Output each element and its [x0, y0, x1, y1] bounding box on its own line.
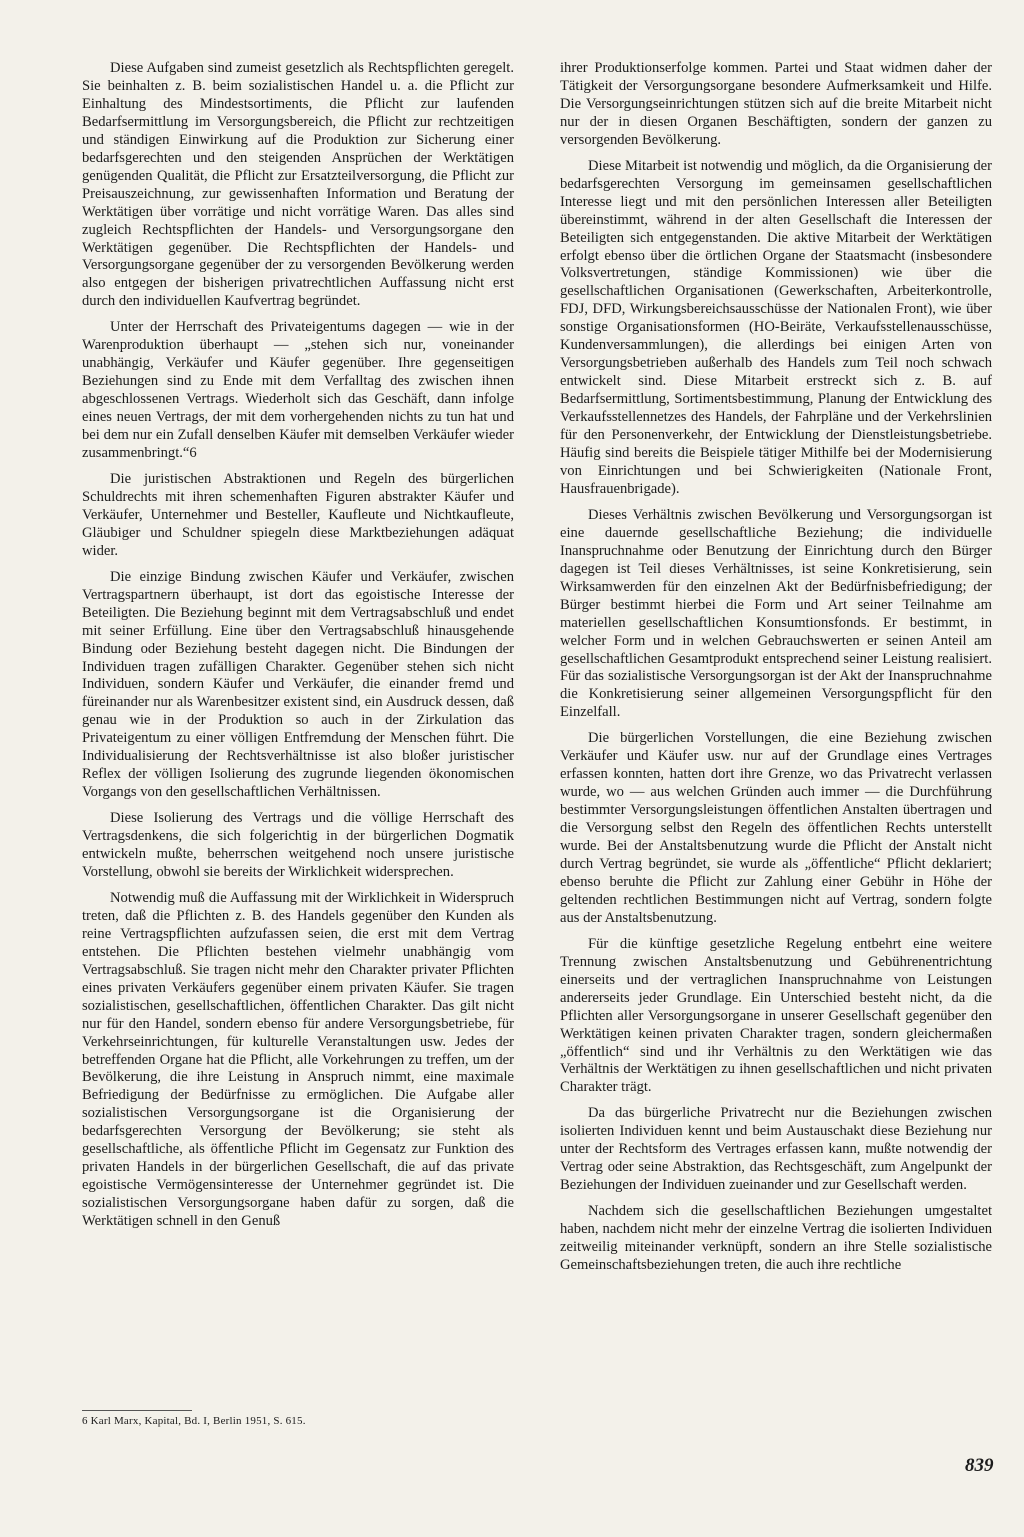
left-text-column [82, 60, 514, 1239]
paragraph: Für die künftige gesetzliche Regelung entbehrt eine weitere Trennung zwischen Anstaltsbenutzung und Gebührenentrichtung einerseits und der vertraglichen Inanspruchnahme von Leistungen andererseits jeder Grundlage. Ein Unterschied besteht nicht, da die Pflichten aller Versorgungsorgane in unserer Gesellschaft gegenüber den Werktätigen keinen privaten Charakter tragen, sondern gleichermaßen „öffentlich“ sind und ihr Verhältnis zu den Werktätigen wie das Verhältnis der Werktätigen zu ihnen gesellschaftlichen und nicht privaten Charakter trägt. [560, 935, 992, 1096]
footnote: 6 Karl Marx, Kapital, Bd. I, Berlin 1951, S. 615. [82, 1415, 306, 1427]
paragraph: ihrer Produktionserfolge kommen. Partei und Staat widmen daher der Tätigkeit der Versorgungsorgane besondere Aufmerksamkeit und Hilfe. Die Versorgungseinrichtungen stützen sich auf die breite Mitarbeit nicht nur der in diesen Organen Beschäftigten, sondern der ganzen zu versorgenden Bevölkerung. [560, 60, 992, 148]
paragraph: Diese Isolierung des Vertrags und die völlige Herrschaft des Vertragsdenkens, die sich folgerichtig in der bürgerlichen Dogmatik entwickeln mußte, beherrschen weitgehend noch unsere juristische Vorstellung, obwohl sie bereits der Wirklichkeit widersprechen. [82, 810, 514, 880]
paragraph: Nachdem sich die gesellschaftlichen Beziehungen umgestaltet haben, nachdem nicht mehr der einzelne Vertrag die isolierten Individuen zeitweilig miteinander verknüpft, sondern an ihre Stelle sozialistische Gemeinschaftsbeziehungen treten, die auch ihre rechtliche [560, 1203, 992, 1273]
paragraph: Unter der Herrschaft des Privateigentums dagegen — wie in der Warenproduktion überhaupt — „stehen sich nur, voneinander unabhängig, Verkäufer und Käufer gegenüber. Ihre gegenseitigen Beziehungen sind zu Ende mit dem Verfalltag des zwischen ihnen abgeschlossenen Vertrags. Wiederholt sich das Geschäft, dann infolge eines neuen Vertrags, der mit dem vorhergehenden nichts zu tun hat und bei dem nur ein Zufall denselben Käufer mit demselben Verkäufer wieder zusammenbringt.“6 [82, 319, 514, 462]
footnote-divider [82, 1410, 192, 1411]
paragraph: Da das bürgerliche Privatrecht nur die Beziehungen zwischen isolierten Individuen kennt und beim Austauschakt diese Beziehung nur unter der Rechtsform des Vertrages erfassen kann, mußte notwendig der Vertrag oder seine Abstraktion, das Rechtsgeschäft, zum Angelpunkt der Beziehungen der Individuen zueinander und zur Gesellschaft werden. [560, 1105, 992, 1194]
paragraph: Notwendig muß die Auffassung mit der Wirklichkeit in Widerspruch treten, daß die Pflichten z. B. des Handels gegenüber den Kunden als reine Vertragspflichten aufzufassen seien, die erst mit dem Vertrag entstehen. Die Pflichten bestehen vielmehr unabhängig vom Vertragsabschluß. Sie tragen nicht mehr den Charakter privater Pflichten eines privaten Verkäufers gegenüber einem privaten Käufer. Sie tragen sozialistischen, gesellschaftlichen, öffentlichen Charakter. Das gilt nicht nur für den Handel, sondern ebenso für andere Versorgungsbetriebe, für Verkehrseinrichtungen, für kulturelle Veranstaltungen usw. Jedes der betreffenden Organe hat die Pflicht, alle Vorkehrungen zu treffen, um der Bevölkerung, die ihre Leistung in Anspruch nimmt, eine maximale Befriedigung der Bedürfnisse zu ermöglichen. Die Aufgabe aller sozialistischen Versorgungsorgane ist die Organisierung der bedarfsgerechten Versorgung der Bevölkerung; sie steht als gesellschaftliche, als öffentliche Pflicht im Gegensatz zur Funktion des privaten Handels in der bürgerlichen Gesellschaft, die auf das private egoistische Vermögensinteresse der Unternehmer gegründet ist. Die sozialistischen Versorgungsorgane haben dafür zu sorgen, daß die Werktätigen schnell in den Genuß [82, 889, 514, 1230]
paragraph: Die bürgerlichen Vorstellungen, die eine Beziehung zwischen Verkäufer und Käufer usw. nur auf der Grundlage eines Vertrages erfassen konnten, hatten dort ihre Grenze, wo das Privatrecht verlassen wurde, wo — aus welchen Gründen auch immer — die Durchführung bestimmter Versorgungsleistungen öffentlichen Anstalten übertragen und die Versorgung selbst den Regeln des öffentlichen Rechts unterstellt wurde. Bei der Anstaltsbenutzung wurde die Pflicht der Anstalt nicht durch Vertrag begründet, sie wurde als „öffentliche“ Pflicht deklariert; ebenso beruhte die Pflicht zur Zahlung einer Gebühr in Höhe der geltenden rechtlichen Bestimmungen nicht auf Vertrag, sondern folgte aus der Anstaltsbenutzung. [560, 730, 992, 926]
paragraph: Diese Aufgaben sind zumeist gesetzlich als Rechtspflichten geregelt. Sie beinhalten z. B. beim sozialistischen Handel u. a. die Pflicht zur Einhaltung des Mindestsortiments, die Pflicht zur laufenden Bedarfsermittlung im Versorgungsbereich, die Pflicht zur rechtzeitigen und ständigen Einwirkung auf die Produktion zur Sicherung einer bedarfsgerechten und den steigenden Ansprüchen der Werktätigen genügenden Qualität, die Pflicht zur Ersatzteilversorgung, die Pflicht zur Preisauszeichnung, zur gewissenhaften Information und Beratung der Werktätigen über vorrätige und nicht vorrätige Waren. Das alles sind zugleich Rechtspflichten der Handels- und Versorgungsorgane den Werktätigen gegenüber. Die Rechtspflichten der Handels- und Versorgungsorgane gegenüber der zu versorgenden Bevölkerung werden also entgegen der bisherigen privatrechtlichen Auffassung nicht erst durch den individuellen Kaufvertrag begründet. [82, 60, 514, 310]
page-number: 839 [965, 1455, 994, 1476]
paragraph: Die einzige Bindung zwischen Käufer und Verkäufer, zwischen Vertragspartnern überhaupt, ist dort das egoistische Interesse der Beteiligten. Die Beziehung beginnt mit dem Vertragsabschluß und endet mit seiner Erfüllung. Eine über den Vertragsabschluß hinausgehende Bindung oder Beziehung besteht dagegen nicht. Die Bindungen der Individuen tragen zufälligen Charakter. Gegenüber stehen sich nicht Individuen, sondern Käufer und Verkäufer, die einander fremd und füreinander nur als Warenbesitzer existent sind, ein Ausdruck dessen, daß genau wie in der Produktion so auch in der Zirkulation das Privateigentum zu einer völligen Entfremdung der Menschen führt. Die Individualisierung der Rechtsverhältnisse ist also bloßer juristischer Reflex der völligen Isolierung des zugrunde liegenden ökonomischen Vorgangs von den gesellschaftlichen Verhältnissen. [82, 568, 514, 801]
paragraph: Dieses Verhältnis zwischen Bevölkerung und Versorgungsorgan ist eine dauernde gesellschaftliche Beziehung; die individuelle Inanspruchnahme oder Benutzung der Einrichtung durch den Bürger dagegen ist Teil dieses Verhältnisses, ist seine Konkretisierung, sein Wirksamwerden für den einzelnen Akt der Bedürfnisbefriedigung; der Bürger bestimmt hierbei die Form und Art seiner Teilnahme am materiellen gesellschaftlichen Konsumtionsfonds. Er bestimmt, in welcher Form und in welchen Gebrauchswerten er seinen Anteil am gesellschaftlichen Gesamtprodukt entsprechend seiner Leistung realisiert. Für das sozialistische Versorgungsorgan ist der Akt der Inanspruchnahme die Konkretisierung seiner allgemeinen Versorgungspflicht für den Einzelfall. [560, 506, 992, 721]
paragraph: Diese Mitarbeit ist notwendig und möglich, da die Organisierung der bedarfsgerechten Versorgung im gemeinsamen gesellschaftlichen Interesse liegt und mit den persönlichen Interessen aller Beteiligten übereinstimmt, während in der alten Gesellschaft die Interessen der Beteiligten sich entgegenstanden. Die aktive Mitarbeit der Werktätigen erfolgt ebenso über die örtlichen Organe der Staatsmacht (insbesondere Volksvertretungen, ständige Kommissionen) wie über die gesellschaftlichen Organisationen (Gewerkschaften, Arbeiterkontrolle, FDJ, DFD, Wirkungsbereichsausschüsse der Nationalen Front), wie über sonstige Organisationsformen (HO-Beiräte, Verkaufsstellenausschüsse, Kundenversammlungen), die allerdings bei einigen Arten von Versorgungsbetrieben außerhalb des Handels zum Teil noch schwach entwickelt sind. Diese Mitarbeit erstreckt sich z. B. auf Bedarfsermittlung, Sortimentsbestimmung, Planung der Entwicklung des Verkaufsstellennetzes des Handels, der Fahrpläne und der Verkehrslinien für den Personenverkehr, der Entwicklung der Dienstleistungsbetriebe. Häufig sind bereits die Beispiele tätiger Mithilfe bei der Modernisierung von Einrichtungen und bei Schwierigkeiten (Nationale Front, Hausfrauenbrigade). [560, 157, 992, 497]
right-text-column [560, 60, 992, 1283]
paragraph: Die juristischen Abstraktionen und Regeln des bürgerlichen Schuldrechts mit ihren schemenhaften Figuren abstrakter Käufer und Verkäufer, Unternehmer und Besteller, Kaufleute und Nichtkaufleute, Gläubiger und Schuldner spiegeln diese Marktbeziehungen adäquat wider. [82, 470, 514, 559]
